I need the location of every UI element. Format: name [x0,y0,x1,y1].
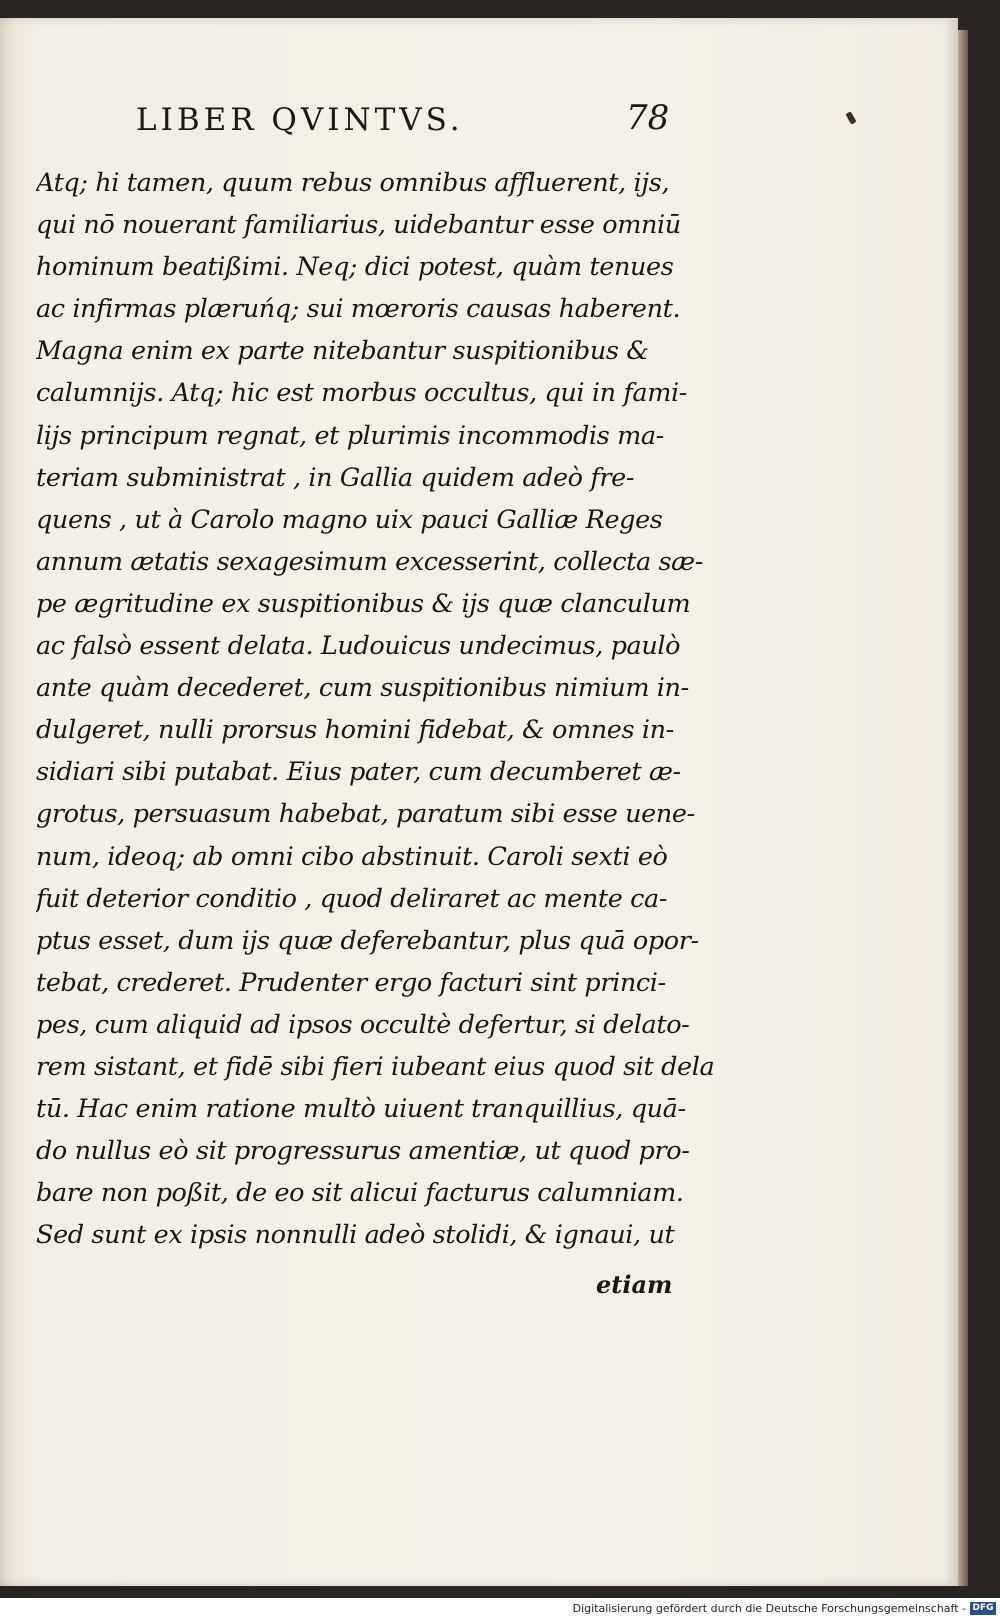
text-line: pe ægritudine ex suspitionibus & ijs quæ clanculum [36,588,691,619]
text-line: Atq; hi tamen, quum rebus omnibus affluerent, ijs, [36,168,670,198]
text-line: grotus, persuasum habebat, paratum sibi esse uene- [36,799,695,830]
page-edge [958,30,968,1586]
text-line: pes, cum aliquid ad ipsos occultè defertur, si delato- [36,1009,690,1040]
text-line: dulgeret, nulli prorsus homini fidebat, & omnes in- [36,715,674,746]
text-line: Magna enim ex parte nitebantur suspitionibus & [36,336,649,367]
text-line: ptus esset, dum ijs quæ deferebantur, plus quā opor- [36,925,699,956]
text-line: sidiari sibi putabat. Eius pater, cum decumberet æ- [36,757,681,788]
text-line: quens , ut à Carolo magno uix pauci Galliæ Reges [36,504,663,535]
text-line: lijs principum regnat, et plurimis incommodis ma- [36,420,664,451]
text-line: num, ideoq; ab omni cibo abstinuit. Caroli sexti eò [36,841,668,872]
funding-credit-text: Digitalisierung gefördert durch die Deutsche Forschungsgemeinschaft - [572,1602,966,1615]
running-head [136,96,696,146]
text-line: fuit deterior conditio , quod deliraret ac mente ca- [36,883,668,914]
text-line: Sed sunt ex ipsis nonnulli adeò stolidi, & ignaui, ut [36,1220,675,1251]
text-line: ac falsò essent delata. Ludouicus undecimus, paulò [36,631,681,662]
running-title: LIBER QVINTVS. [136,102,464,138]
dfg-logo: DFG [970,1602,996,1615]
text-line: do nullus eò sit progressurus amentiæ, ut quod pro- [36,1136,690,1167]
text-line: ante quàm decederet, cum suspitionibus nimium in- [36,673,689,704]
text-line: ac infirmas plæruńq; sui mœroris causas haberent. [36,294,681,325]
text-line: tū. Hac enim ratione multò uiuent tranquillius, quā- [36,1094,686,1125]
text-line: annum ætatis sexagesimum excesserint, collecta sæ- [36,546,703,577]
catchword: etiam [596,1270,673,1299]
footer-credit [0,1598,1000,1619]
text-line: qui nō nouerant familiarius, uidebantur esse omniū [36,210,681,241]
text-line: rem sistant, et fidē sibi fieri iubeant eius quod sit dela [36,1051,715,1082]
text-line: calumnijs. Atq; hic est morbus occultus, qui in fami- [36,378,687,409]
page-number: 78 [626,98,670,138]
text-line: tebat, crederet. Prudenter ergo facturi sint princi- [36,967,666,998]
text-line: teriam subministrat , in Gallia quidem adeò fre- [36,462,635,493]
body-text [36,162,722,1256]
text-line: hominum beatißimi. Neq; dici potest, quàm tenues [36,252,674,283]
text-line: bare non poßit, de eo sit alicui facturus calumniam. [36,1178,684,1209]
